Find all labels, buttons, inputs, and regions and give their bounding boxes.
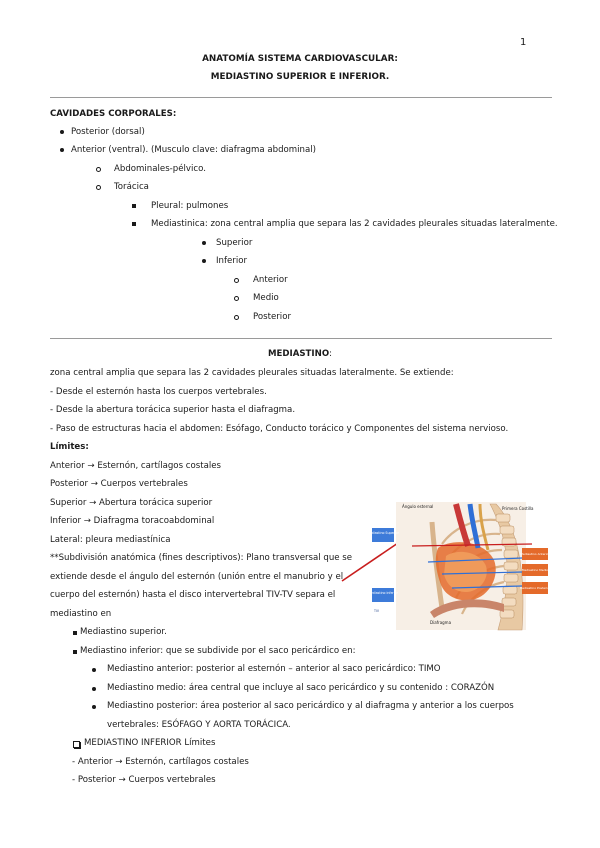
- bullet-disc: [202, 259, 206, 263]
- mediastino-heading: MEDIASTINO: [267, 349, 330, 359]
- sub-mediastino-posterior-cont: vertebrales: ESÓFAGO Y AORTA TORÁCICA.: [107, 720, 291, 730]
- sub-mediastino-superior: Mediastino superior.: [80, 627, 167, 637]
- sub-mediastino-inferior: Mediastino inferior: que se subdivide por el saco pericárdico en:: [80, 646, 356, 656]
- sub-mediastino-posterior: Mediastino posterior: área posterior al saco pericárdico y al diafragma y anterior a los cuerpos: [107, 701, 514, 711]
- cav-item-inferior: Inferior: [216, 256, 248, 266]
- figure-label-small: TIV: [374, 609, 380, 613]
- cav-item-inf-anterior: Anterior: [253, 275, 288, 285]
- limite-posterior: Posterior → Cuerpos vertebrales: [50, 479, 188, 489]
- mediastino-extends-1: - Desde el esternón hasta los cuerpos vertebrales.: [50, 387, 267, 397]
- sub-mediastino-anterior: Mediastino anterior: posterior al esternón – anterior al saco pericárdico: TIMO: [107, 664, 441, 674]
- figure-label-diaphragm: Diafragma: [430, 620, 452, 625]
- cav-item-inf-medio: Medio: [253, 293, 279, 303]
- doc-title-line2: MEDIASTINO SUPERIOR E INFERIOR.: [210, 72, 390, 82]
- bullet-disc: [202, 241, 206, 245]
- bullet-disc: [92, 705, 96, 709]
- doc-title-line1: ANATOMÍA SISTEMA CARDIOVASCULAR:: [202, 54, 398, 64]
- mediastino-inferior-limites-heading: MEDIASTINO INFERIOR Límites: [84, 738, 216, 748]
- cav-item-anterior: Anterior (ventral). (Musculo clave: diafragma abdominal): [71, 145, 316, 155]
- cav-item-pleural: Pleural: pulmones: [151, 201, 229, 211]
- bullet-circle: [234, 278, 239, 283]
- mediastino-heading-suffix: :: [329, 349, 333, 359]
- sub-mediastino-medio: Mediastino medio: área central que incluye al saco pericárdico y su contenido : CORAZÓN: [107, 683, 495, 693]
- figure-label-posterior: Mediastino Posterior: [519, 586, 551, 590]
- limite-anterior: Anterior → Esternón, cartílagos costales: [50, 461, 222, 471]
- cav-item-mediastinica: Mediastinica: zona central amplia que separa las 2 cavidades pleurales situadas lateralmente.: [151, 219, 558, 229]
- inferior-limite-anterior: - Anterior → Esternón, cartílagos costales: [72, 757, 249, 767]
- limite-inferior: Inferior → Diafragma toracoabdominal: [50, 516, 215, 526]
- mediastinum-figure: [367, 500, 551, 632]
- figure-label-anterior: Mediastino Anterior: [520, 552, 550, 556]
- subdivision-line-4: mediastino en: [50, 609, 112, 619]
- subdivision-line-1: **Subdivisión anatómica (fines descriptivos): Plano transversal que se: [50, 553, 353, 563]
- mediastino-intro: zona central amplia que separa las 2 cavidades pleurales situadas lateralmente. Se extiende:: [50, 368, 454, 378]
- bullet-circle: [234, 315, 239, 320]
- cav-item-abdominal: Abdominales-pélvico.: [114, 164, 206, 174]
- cav-item-posterior: Posterior (dorsal): [71, 127, 145, 137]
- checkbox-bullet-icon: [73, 741, 80, 748]
- bullet-circle: [96, 167, 101, 172]
- bullet-disc: [92, 687, 96, 691]
- bullet-disc: [92, 668, 96, 672]
- subdivision-line-2: extiende desde el ángulo del esternón (unión entre el manubrio y el: [50, 572, 344, 582]
- cav-item-inf-posterior: Posterior: [253, 312, 291, 322]
- figure-label-superior: Mediastino Superior: [367, 531, 399, 535]
- bullet-circle: [96, 185, 101, 190]
- figure-label-inferior: Mediastino inferior: [368, 591, 398, 595]
- cav-item-toracica: Torácica: [114, 182, 149, 192]
- bullet-square: [73, 650, 77, 654]
- subdivision-line-3: cuerpo del esternón) hasta el disco intervertebral TIV-TV separa el: [50, 590, 336, 600]
- cav-item-superior: Superior: [216, 238, 253, 248]
- divider-top: [50, 97, 552, 98]
- bullet-disc: [60, 130, 64, 134]
- mediastino-extends-2: - Desde la abertura torácica superior hasta el diafragma.: [50, 405, 296, 415]
- bullet-disc: [60, 148, 64, 152]
- bullet-square: [73, 631, 77, 635]
- limite-lateral: Lateral: pleura mediastínica: [50, 535, 171, 545]
- figure-label-angle: Ángulo esternal: [402, 504, 434, 509]
- mediastino-heading-wrap: [0, 350, 600, 359]
- divider-middle: [50, 338, 552, 339]
- inferior-limite-posterior: - Posterior → Cuerpos vertebrales: [72, 775, 216, 785]
- bullet-square: [132, 204, 136, 208]
- mediastinum-illustration: [367, 500, 551, 632]
- mediastino-extends-3: - Paso de estructuras hacia el abdomen: Esófago, Conducto torácico y Componentes del sistema nervioso.: [50, 424, 509, 434]
- cavidades-heading: CAVIDADES CORPORALES:: [50, 109, 177, 119]
- figure-label-rib: Primera Costilla: [502, 506, 534, 511]
- bullet-circle: [234, 296, 239, 301]
- page-number: 1: [520, 37, 527, 48]
- limites-heading: Límites:: [50, 442, 89, 452]
- figure-label-medio: Mediastino Medio: [521, 568, 549, 572]
- bullet-square: [132, 222, 136, 226]
- limite-superior: Superior → Abertura torácica superior: [50, 498, 213, 508]
